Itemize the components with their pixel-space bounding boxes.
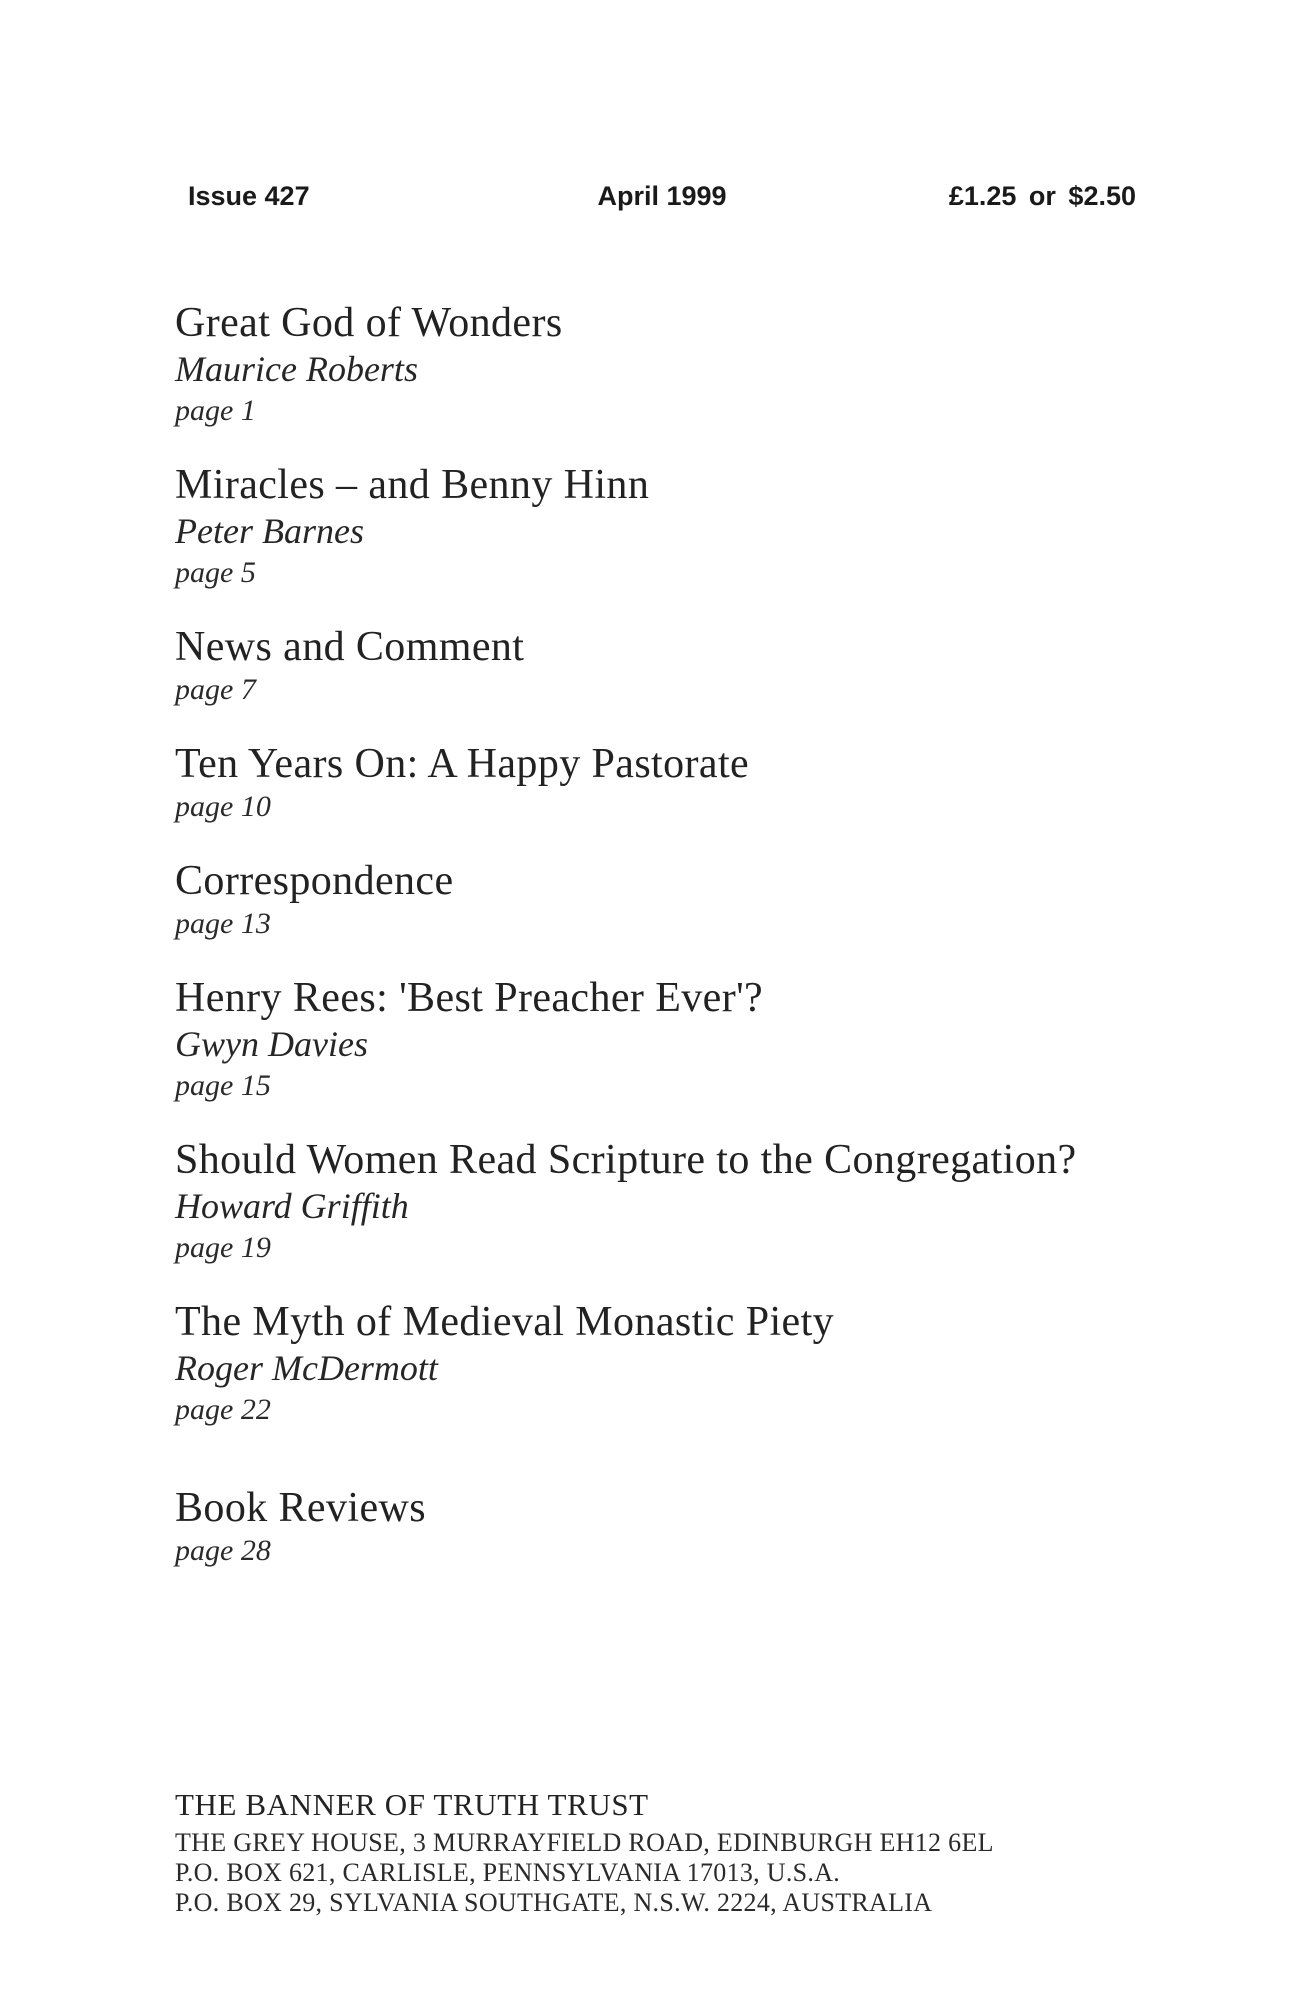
article-page: page 28 bbox=[175, 1534, 271, 1567]
publisher-block bbox=[175, 1786, 1235, 1918]
article-author: Gwyn Davies bbox=[175, 1024, 368, 1064]
article-page: page 15 bbox=[175, 1069, 271, 1102]
article-page: page 10 bbox=[175, 790, 271, 823]
publisher-name: THE BANNER OF TRUTH TRUST bbox=[175, 1787, 649, 1822]
article-title: The Myth of Medieval Monastic Piety bbox=[175, 1299, 835, 1345]
article-page: page 1 bbox=[175, 394, 256, 427]
article-page: page 13 bbox=[175, 907, 271, 940]
article-page: page 7 bbox=[175, 673, 256, 706]
publisher-address-uk: THE GREY HOUSE, 3 MURRAYFIELD ROAD, EDINBURGH EH12 6EL bbox=[175, 1828, 994, 1857]
toc-entry bbox=[175, 1485, 1235, 1570]
table-of-contents bbox=[175, 300, 1235, 1602]
toc-entry bbox=[175, 1137, 1235, 1267]
article-title: Correspondence bbox=[175, 858, 454, 904]
toc-entry bbox=[175, 858, 1235, 943]
toc-entry bbox=[175, 741, 1235, 826]
issue-number: Issue 427 bbox=[188, 181, 310, 211]
article-author: Howard Griffith bbox=[175, 1186, 409, 1226]
article-title: Miracles – and Benny Hinn bbox=[175, 462, 650, 508]
article-title: News and Comment bbox=[175, 624, 525, 670]
issue-date: April 1999 bbox=[597, 181, 727, 211]
publisher-address-usa: P.O. BOX 621, CARLISLE, PENNSYLVANIA 17013, U.S.A. bbox=[175, 1858, 841, 1887]
publisher-address-australia: P.O. BOX 29, SYLVANIA SOUTHGATE, N.S.W. 2224, AUSTRALIA bbox=[175, 1888, 933, 1917]
article-title: Great God of Wonders bbox=[175, 300, 563, 346]
article-title: Ten Years On: A Happy Pastorate bbox=[175, 741, 750, 787]
article-author: Roger McDermott bbox=[175, 1348, 438, 1388]
masthead-header bbox=[188, 181, 1136, 212]
article-page: page 22 bbox=[175, 1393, 271, 1426]
toc-entry bbox=[175, 1299, 1235, 1429]
toc-entry bbox=[175, 462, 1235, 592]
article-title: Henry Rees: 'Best Preacher Ever'? bbox=[175, 975, 764, 1021]
article-title: Book Reviews bbox=[175, 1485, 426, 1531]
article-page: page 19 bbox=[175, 1231, 271, 1264]
article-author: Maurice Roberts bbox=[175, 349, 418, 389]
toc-entry bbox=[175, 624, 1235, 709]
article-author: Peter Barnes bbox=[175, 511, 364, 551]
issue-price: £1.25 or $2.50 bbox=[948, 181, 1136, 211]
article-title: Should Women Read Scripture to the Congregation? bbox=[175, 1137, 1077, 1183]
toc-entry bbox=[175, 975, 1235, 1105]
toc-entry bbox=[175, 300, 1235, 430]
article-page: page 5 bbox=[175, 556, 256, 589]
